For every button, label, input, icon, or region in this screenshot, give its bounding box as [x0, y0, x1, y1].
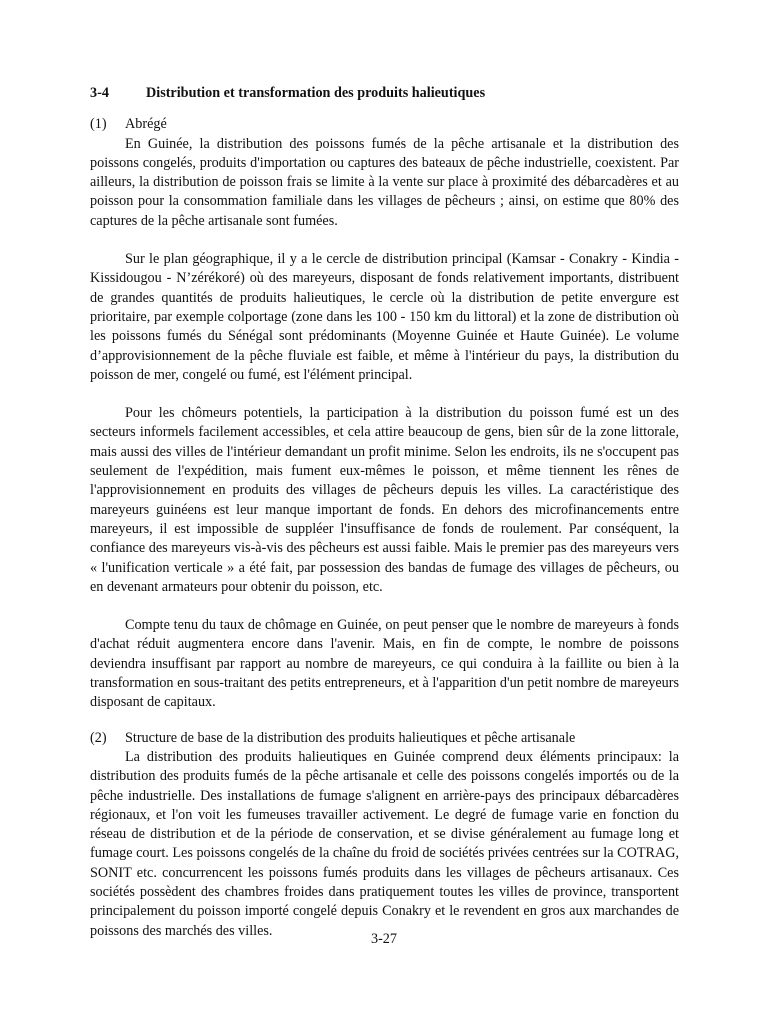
- paragraph: Sur le plan géographique, il y a le cercle de distribution principal (Kamsar - Conakry - Kindia - Kissidougou - N’zérékoré) où des mareyeurs, disposant de fonds relativement importants, distribuent de grandes quantités de produits halieutiques, le cercle où la distribution de petite envergure est prioritaire, par exemple colportage (zone dans les 100 - 150 km du littoral) et la zone de distribution où les poissons fumés du Sénégal sont prédominants (Moyenne Guinée et Haute Guinée). Le volume d’approvisionnement de la pêche fluviale est faible, et même à l'intérieur du pays, la distribution du poisson de mer, congelé ou fumé, est l'élément principal.: [90, 251, 679, 383]
- section-heading: [90, 84, 679, 103]
- subsection-title: Abrégé: [125, 116, 167, 133]
- subsection-heading: [90, 115, 679, 134]
- section-title: Distribution et transformation des produits halieutiques: [146, 85, 486, 101]
- section-number: 3-4: [90, 85, 109, 101]
- subsection-title: Structure de base de la distribution des produits halieutiques et pêche artisanale: [125, 729, 576, 746]
- document-page: [90, 84, 679, 941]
- subsection-structure: [90, 729, 679, 941]
- subsection-abrege: [90, 115, 679, 712]
- paragraph: En Guinée, la distribution des poissons fumés de la pêche artisanale et la distribution des poissons congelés, produits d'importation ou captures des bateaux de pêche industrielle, coexistent. Par ailleurs, la distribution de poisson frais se limite à la vente sur place à proximité des débarcadères et au poisson pour la consommation familiale dans les villages de pêcheurs ; ainsi, on estime que 80% des captures de la pêche artisanale sont fumées.: [90, 135, 679, 229]
- paragraph: Compte tenu du taux de chômage en Guinée, on peut penser que le nombre de mareyeurs à fonds d'achat réduit augmentera encore dans l'avenir. Mais, en fin de compte, le nombre de poissons deviendra insuffisant par rapport au nombre de mareyeurs, ce qui conduira à la faillite ou bien à la transformation en sous-traitant des petits entrepreneurs, et à l'apparition d'un petit nombre de mareyeurs disposant de capitaux.: [90, 617, 679, 711]
- subsection-number: (1): [90, 116, 107, 133]
- page-number: 3-27: [370, 931, 397, 947]
- subsection-heading: [90, 729, 679, 748]
- subsection-number: (2): [90, 729, 107, 746]
- paragraph: La distribution des produits halieutiques en Guinée comprend deux éléments principaux: la distribution des produits fumés de la pêche artisanale et celle des poissons congelés importés ou de la pêche industrielle. Des installations de fumage s'alignent en arrière-pays des principaux débarcadères régionaux, et l'on voit les fumeuses travailler activement. Le degré de fumage varie en fonction du réseau de distribution et de la période de conservation, et se divise généralement au fumage long et fumage court. Les poissons congelés de la chaîne du froid de sociétés privées centrées sur la COTRAG, SONIT etc. concurrencent les poissons fumés produits dans les villages de pêcheurs artisanaux. Ces sociétés possèdent des chambres froides dans pratiquement toutes les villes de province, transportent principalement du poisson importé congelé depuis Conakry et le revendent en gros aux marchandes de poissons des marchés des villes.: [90, 748, 679, 939]
- paragraph: Pour les chômeurs potentiels, la participation à la distribution du poisson fumé est un des secteurs informels facilement accessibles, et cela attire beaucoup de gens, bien sûr de la zone littorale, mais aussi des villes de l'intérieur demandant un profit minime. Selon les endroits, ils ne s'occupent pas seulement de l'expédition, mais fument eux-mêmes le poisson, et même tiennent les rênes de l'approvisionnement en produits des villages de pêcheurs depuis les villes. La caractéristique des mareyeurs guinéens est leur manque important de fonds. En dehors des microfinancements entre mareyeurs, il est impossible de suppléer l'insuffisance de fonds de roulement. Par conséquent, la confiance des mareyeurs vis-à-vis des pêcheurs est aussi faible. Mais le premier pas des mareyeurs vers « l'unification verticale » a été fait, par possession des bandas de fumage des villages de pêcheurs, ou en devenant armateurs pour obtenir du poisson, etc.: [90, 405, 679, 595]
